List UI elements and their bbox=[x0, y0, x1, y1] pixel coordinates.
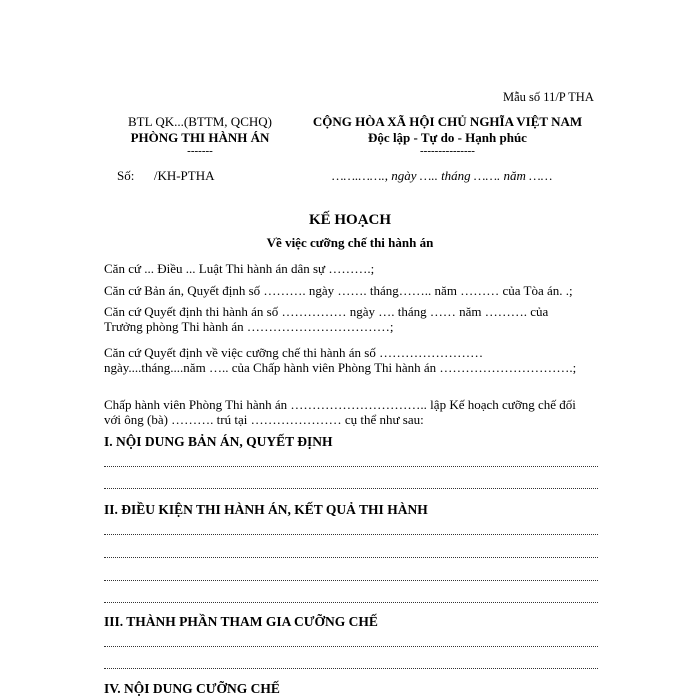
fill-line bbox=[104, 602, 598, 603]
unit-line: BTL QK...(BTTM, QCHQ) bbox=[128, 114, 272, 129]
section-3-heading: III. THÀNH PHẦN THAM GIA CƯỠNG CHẾ bbox=[104, 614, 378, 629]
national-motto: Độc lập - Tự do - Hạnh phúc bbox=[368, 130, 527, 145]
document-subtitle: Về việc cưỡng chế thi hành án bbox=[266, 235, 434, 250]
fill-line bbox=[104, 534, 598, 535]
fill-line bbox=[104, 557, 598, 558]
plan-intro: Chấp hành viên Phòng Thi hành án ………………………….. lập Kế hoạch cưỡng chế đối với ông (bà) ………. trú tại ………………… cụ thể như sau: bbox=[104, 397, 576, 427]
legal-basis-3: Căn cứ Quyết định thi hành án số …………… ngày …. tháng …… năm ………. của Trưởng phòng Thi hành án ……………………………; bbox=[104, 304, 549, 334]
legal-basis-4: Căn cứ Quyết định về việc cưỡng chế thi hành án số …………………… ngày....tháng....năm ….. của Chấp hành viên Phòng Thi hành án ………………………….; bbox=[104, 345, 577, 375]
right-header-rule: --------------- bbox=[420, 145, 475, 157]
fill-line bbox=[104, 646, 598, 647]
legal-basis-2: Căn cứ Bản án, Quyết định số ………. ngày ……. tháng…….. năm ……… của Tòa án. .; bbox=[104, 283, 573, 298]
country-name: CỘNG HÒA XÃ HỘI CHỦ NGHĨA VIỆT NAM bbox=[312, 114, 583, 129]
left-header-rule: ------- bbox=[187, 145, 213, 157]
form-number: Mẫu số 11/P THA bbox=[503, 90, 594, 104]
office-name: PHÒNG THI HÀNH ÁN bbox=[130, 130, 270, 145]
legal-basis-1: Căn cứ ... Điều ... Luật Thi hành án dân sự ……….; bbox=[104, 261, 375, 276]
fill-line bbox=[104, 580, 598, 581]
section-1-heading: I. NỘI DUNG BẢN ÁN, QUYẾT ĐỊNH bbox=[104, 434, 333, 449]
section-4-heading: IV. NỘI DUNG CƯỠNG CHẾ bbox=[104, 681, 280, 696]
fill-line bbox=[104, 466, 598, 467]
fill-line bbox=[104, 668, 598, 669]
section-2-heading: II. ĐIỀU KIỆN THI HÀNH ÁN, KẾT QUẢ THI HÀNH bbox=[104, 502, 428, 517]
document-number: Số: /KH-PTHA bbox=[117, 168, 215, 183]
place-date-line: …….……., ngày ….. tháng ……. năm …… bbox=[332, 168, 553, 183]
fill-line bbox=[104, 488, 598, 489]
document-title: KẾ HOẠCH bbox=[308, 212, 392, 228]
